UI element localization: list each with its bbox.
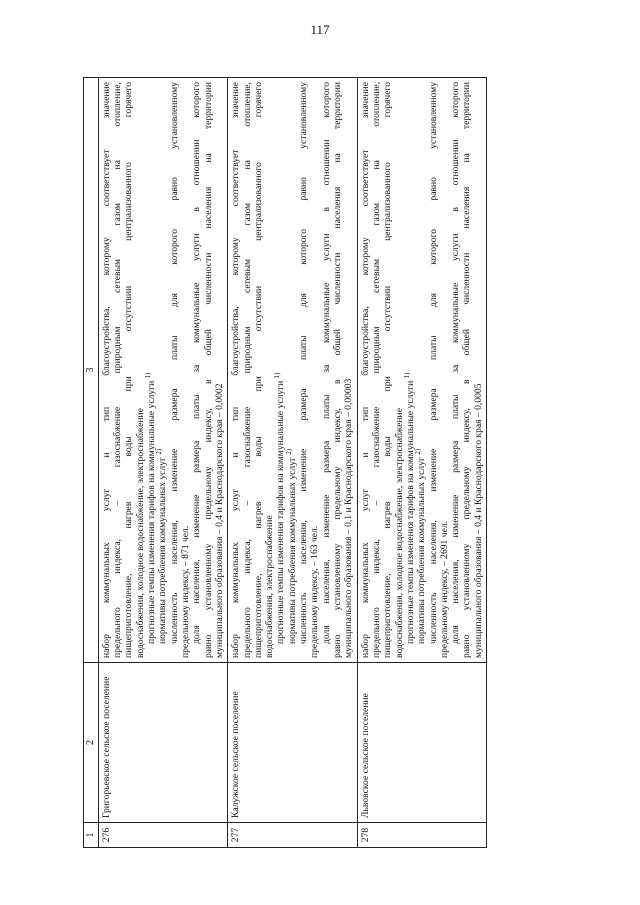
desc-line: доля населения, изменение размера платы за коммунальные услуги в отношении которого	[191, 82, 203, 644]
desc-line: равно установленному предельному индексу, в общей численности населения на территории	[461, 82, 473, 658]
desc-line: муниципального образования – 0,4 и Краснодарского края – 0,0002	[213, 383, 225, 658]
desc-line: доля населения, изменение размера платы за коммунальные услуги в отношении которого	[320, 82, 332, 644]
row-description	[357, 78, 486, 663]
header-col-1: 1	[84, 823, 99, 848]
table-row	[357, 78, 486, 848]
desc-line: пищеприготовление, нагрев воды при отсутствии централизованного горячего	[252, 82, 264, 658]
desc-line: равно установленному предельному индексу, в общей численности населения на территории	[332, 82, 344, 658]
desc-line: прогнозные темпы изменения тарифов на коммунальные услуги $^{1)}$	[143, 372, 158, 644]
desc-line: набор коммунальных услуг и тип благоустройства, которому соответствует значение	[100, 82, 112, 658]
page-number: 117	[310, 22, 330, 37]
desc-line: муниципального образования – 0,1 и Краснодарского края – 0,00003	[343, 378, 355, 658]
settlement-name: Львовское сельское поселение	[357, 663, 486, 823]
row-number: 278	[357, 823, 486, 848]
desc-line: водоснабжения, холодное водоснабжение, электроснабжение	[134, 408, 146, 658]
desc-line: прогнозные темпы изменения тарифов на коммунальные услуги $^{1)}$	[273, 372, 287, 644]
footnote-mark: 2)	[414, 448, 423, 455]
desc-line: пищеприготовление, нагрев воды при отсутствии централизованного горячего	[382, 82, 394, 658]
table-row	[228, 78, 357, 848]
rotated-table-wrapper	[83, 78, 484, 848]
table-row	[98, 78, 227, 848]
settlement-name: Калужское сельское поселение	[228, 663, 357, 823]
desc-line: предельному индексу, – 163 чел.	[309, 525, 321, 658]
desc-line: нормативы потребления коммунальных услуг $^{2)}$	[155, 448, 169, 644]
desc-line: нормативы потребления коммунальных услуг $^{2)}$	[284, 448, 298, 644]
desc-line: набор коммунальных услуг и тип благоустройства, которому соответствует значение	[230, 82, 242, 658]
footnote-mark: 2)	[284, 448, 293, 455]
row-number: 277	[228, 823, 357, 848]
header-col-3: 3	[84, 78, 99, 663]
desc-line: водоснабжения, электроснабжение	[264, 515, 276, 658]
settlement-name: Григорьевское сельское поселение	[98, 663, 227, 823]
footnote-mark: 1)	[143, 372, 152, 379]
desc-line: нормативы потребления коммунальных услуг $^{2)}$	[414, 448, 428, 644]
footnote-mark: 1)	[273, 372, 282, 379]
data-table	[83, 77, 487, 848]
table-header-row	[84, 78, 99, 848]
desc-line: равно установленному предельному индексу, в общей численности населения на территории	[202, 82, 214, 658]
desc-line: доля населения, изменение размера платы за коммунальные услуги в отношении которого	[450, 82, 462, 644]
desc-line: численность населения, изменение размера платы для которого равно установленному	[298, 82, 310, 644]
desc-line: численность населения, изменение размера платы для которого равно установленному	[168, 82, 180, 644]
row-description	[228, 78, 357, 663]
desc-line: пищеприготовление, нагрев воды при отсутствии централизованного горячего	[123, 82, 135, 658]
desc-line: прогнозные темпы изменения тарифов на коммунальные услуги $^{1)}$	[402, 372, 416, 644]
row-description	[98, 78, 227, 663]
desc-line: предельному индексу, – 871 чел.	[179, 525, 191, 658]
desc-line: водоснабжения, холодное водоснабжение, электроснабжение	[393, 408, 405, 658]
row-number: 276	[98, 823, 227, 848]
footnote-mark: 2)	[155, 448, 164, 455]
desc-line: численность населения, изменение размера платы для которого равно установленному	[427, 82, 439, 644]
desc-line: предельного индекса, – газоснабжение природным сетевым газом на отопление,	[241, 82, 253, 658]
desc-line: муниципального образования – 0,4 и Краснодарского края – 0,0005	[472, 383, 484, 658]
header-col-2: 2	[84, 663, 99, 823]
desc-line: предельного индекса, – газоснабжение природным сетевым газом на отопление,	[370, 82, 382, 658]
footnote-mark: 1)	[402, 372, 411, 379]
desc-line: предельного индекса, – газоснабжение природным сетевым газом на отопление,	[112, 82, 124, 658]
desc-line: набор коммунальных услуг и тип благоустройства, которому соответствует значение	[359, 82, 371, 658]
desc-line: предельному индексу, – 2691 чел.	[438, 520, 450, 658]
